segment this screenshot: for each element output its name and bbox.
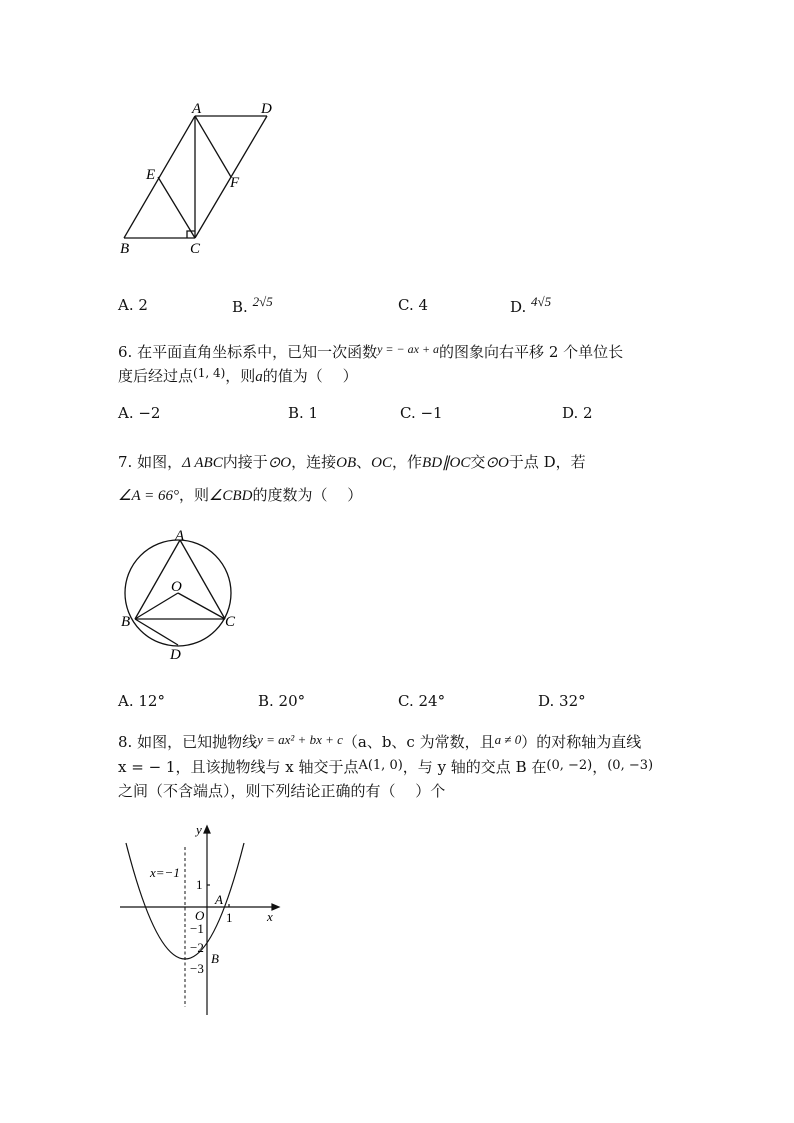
q7-line-2 [118, 484, 362, 505]
label-f: F [230, 175, 240, 191]
tick-label-y-neg3: −3 [190, 961, 204, 976]
q6-line-1 [118, 341, 623, 362]
label-o: O [171, 579, 182, 595]
point-a-label: A [215, 892, 223, 907]
q7-circle-o-2: ⊙O [485, 455, 509, 471]
circle-figure [112, 525, 252, 665]
q5-option-a: A. 2 [118, 296, 148, 314]
point-b-label: B [211, 951, 219, 966]
q7-circle-o: ⊙O [267, 455, 292, 471]
q7-option-c: C. 24° [398, 692, 446, 710]
q8-text-1a: 8. 如图，已知抛物线 [118, 733, 258, 751]
q7-option-a: A. 12° [118, 692, 165, 710]
q5-option-d [510, 294, 552, 316]
q8-text-2c: ， [592, 758, 608, 776]
q7-segment-ob: OB [336, 455, 357, 471]
q6-text-1b: 的图象向右平移 2 个单位长 [439, 343, 624, 361]
q8-condition: a ≠ 0 [494, 732, 522, 747]
q6-text-1a: 6. 在平面直角坐标系中，已知一次函数 [118, 343, 378, 361]
q7-text-1d: 、 [356, 453, 372, 471]
q8-text-2a: x = − 1，且该抛物线与 x 轴交于点 [118, 758, 359, 776]
q8-point-1: (0, −2) [546, 758, 593, 773]
q6-function-expr: y = − ax + a [377, 342, 440, 356]
q7-text-1b: 内接于 [222, 453, 268, 471]
label-d: D [261, 101, 272, 117]
q8-line-1 [118, 731, 641, 752]
label-c: C [225, 614, 236, 630]
q5-option-b-value: 2√5 [252, 294, 273, 309]
q7-option-d: D. 32° [538, 692, 586, 710]
q7-parallel: BD∥OC [422, 455, 471, 471]
label-b: B [120, 241, 130, 257]
tick-label-y-neg2: −2 [190, 940, 204, 955]
x-axis-arrow [272, 904, 279, 910]
label-b: B [121, 614, 131, 630]
q6-variable-a: a [255, 369, 263, 385]
label-a: A [175, 528, 185, 544]
tick-label-y-1: 1 [196, 877, 203, 892]
symmetry-axis-label: x=−1 [150, 865, 180, 880]
q8-text-2b: ，与 y 轴的交点 B 在 [402, 758, 547, 776]
q8-point-a: A(1, 0) [358, 758, 403, 773]
q7-text-1g: 于点 D，若 [508, 453, 586, 471]
q6-option-c: C. −1 [400, 404, 443, 422]
q5-option-d-value: 4√5 [531, 294, 552, 309]
q7-text-2b: 的度数为（ ） [252, 486, 363, 504]
q7-text-2a: ，则 [178, 486, 209, 504]
x-axis-label: x [267, 909, 273, 924]
label-c: C [190, 241, 201, 257]
parallelogram-figure [110, 95, 290, 265]
label-e: E [146, 167, 156, 183]
label-d: D [170, 647, 181, 663]
q7-text-1e: ，作 [392, 453, 423, 471]
q8-text-1c: ）的对称轴为直线 [521, 733, 642, 751]
q6-option-d: D. 2 [562, 404, 593, 422]
q7-angle-a: ∠A = 66° [118, 488, 179, 504]
q8-text-1b: （a、b、c 为常数，且 [342, 733, 495, 751]
q8-line-3: 之间（不含端点），则下列结论正确的有（ ）个 [118, 782, 446, 800]
q6-text-2a: 度后经过点 [118, 367, 194, 385]
q6-text-2c: 的值为（ ） [262, 367, 358, 385]
q7-text-1f: 交 [470, 453, 486, 471]
segment-af [195, 116, 231, 177]
label-a: A [192, 101, 202, 117]
segment-ce [158, 177, 195, 238]
q5-option-c: C. 4 [398, 296, 429, 314]
q6-option-a: A. −2 [118, 404, 161, 422]
q7-text-1a: 7. 如图， [118, 453, 183, 471]
segment-ob [135, 593, 178, 619]
y-axis-label: y [196, 822, 202, 837]
q6-point: (1, 4) [193, 366, 226, 380]
q7-line-1 [118, 451, 586, 472]
y-axis-arrow [204, 826, 210, 833]
q7-angle-cbd: ∠CBD [208, 488, 253, 504]
q8-line-2 [118, 756, 653, 777]
tick-label-y-neg1: −1 [190, 921, 204, 936]
q8-parabola-expr: y = ax² + bx + c [257, 732, 343, 747]
q7-segment-oc: OC [371, 455, 393, 471]
q6-text-2b: ，则 [225, 367, 256, 385]
q5-option-b-letter: B. [232, 298, 248, 316]
q8-point-2: (0, −3) [607, 758, 654, 773]
q7-option-b: B. 20° [258, 692, 306, 710]
q5-option-d-letter: D. [510, 298, 527, 316]
q5-option-b [232, 294, 273, 316]
parabola-graph [112, 815, 287, 1020]
q7-text-1c: ，连接 [291, 453, 337, 471]
q6-line-2 [118, 365, 358, 386]
origin-label: O [195, 908, 205, 923]
tick-label-x-1: 1 [226, 910, 233, 925]
q7-triangle: Δ ABC [182, 455, 223, 471]
q6-option-b: B. 1 [288, 404, 319, 422]
